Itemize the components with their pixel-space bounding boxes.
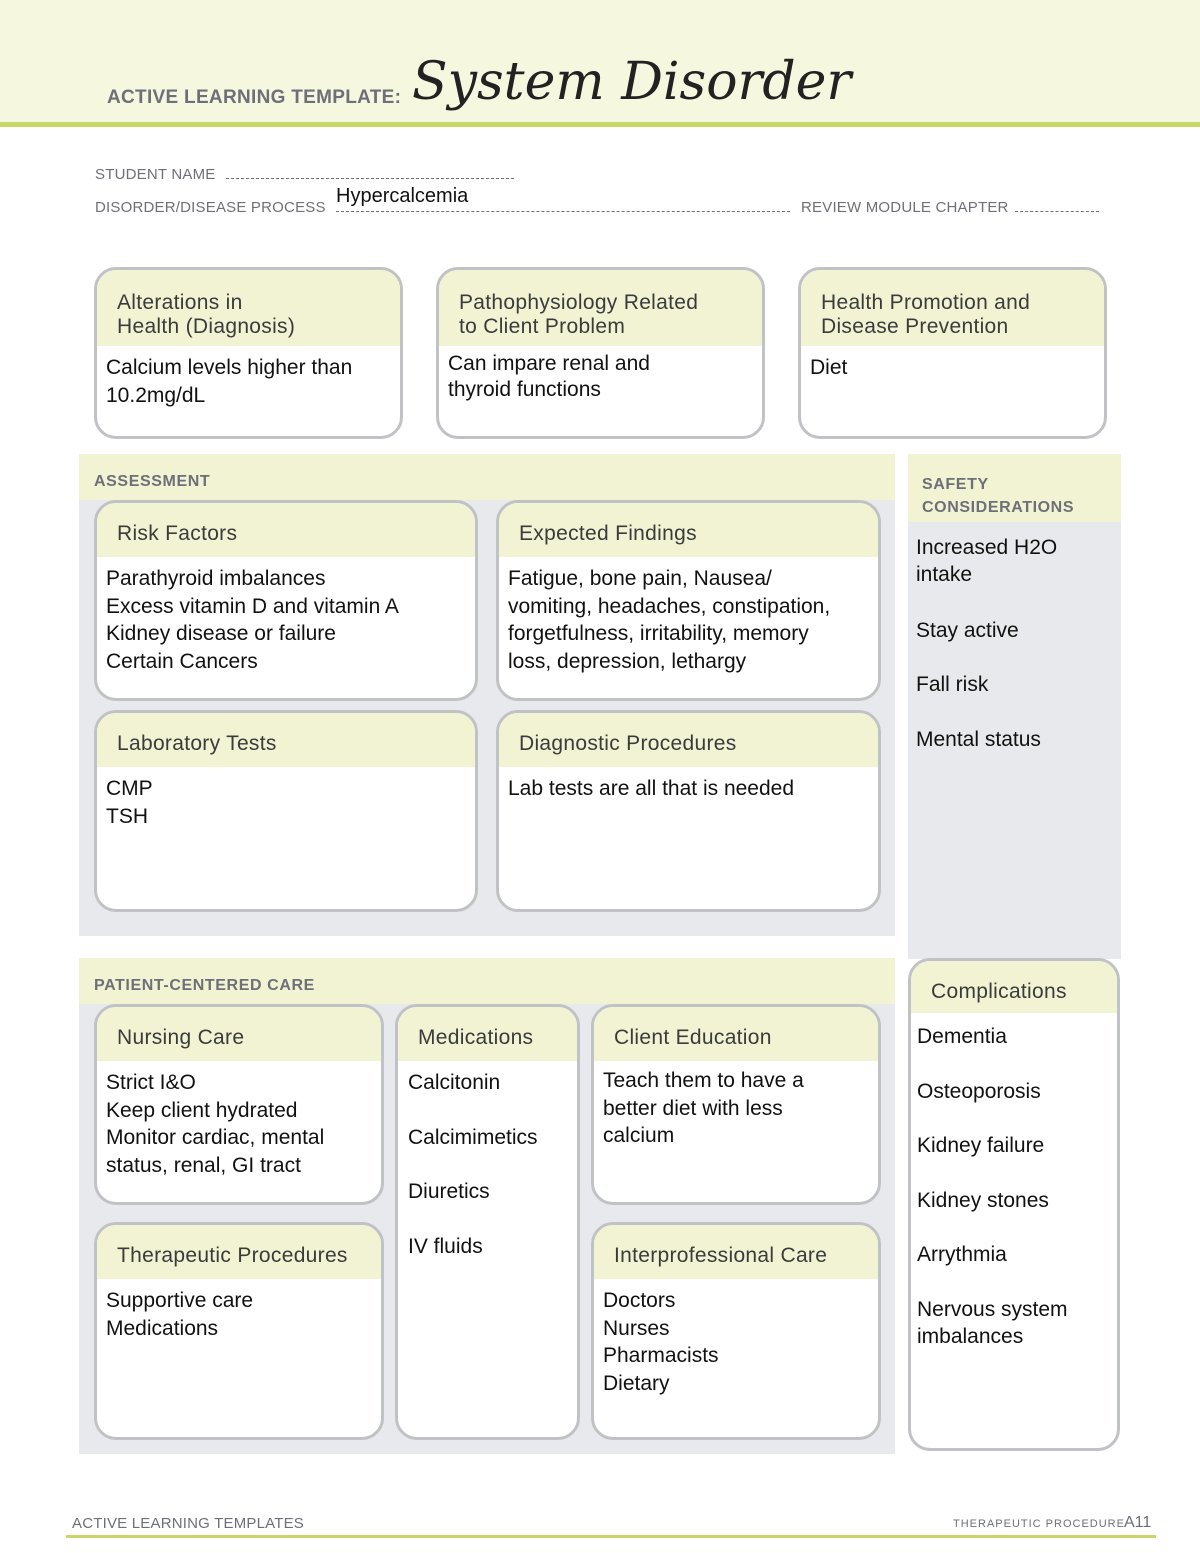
footer-left: ACTIVE LEARNING TEMPLATES <box>72 1515 304 1532</box>
therapeutic-procedures-title: Therapeutic Procedures <box>97 1225 381 1279</box>
review-field[interactable] <box>1015 198 1099 212</box>
complication-item: Dementia <box>917 1025 1007 1048</box>
complications-card <box>908 958 1120 1451</box>
complications-title: Complications <box>911 961 1117 1013</box>
laboratory-tests-card <box>94 710 478 912</box>
header-rule <box>0 122 1200 127</box>
disorder-label: DISORDER/DISEASE PROCESS <box>95 199 326 216</box>
complication-item: Nervous system imbalances <box>917 1297 1068 1348</box>
medications-title: Medications <box>398 1007 577 1061</box>
diagnostic-procedures-title: Diagnostic Procedures <box>499 713 878 767</box>
diagnostic-procedures-card <box>496 710 881 912</box>
page-title: System Disorder <box>412 52 852 112</box>
interprofessional-care-card <box>591 1222 881 1440</box>
safety-label: SAFETY CONSIDERATIONS <box>922 476 1075 516</box>
expected-findings-title: Expected Findings <box>499 503 878 557</box>
expected-findings-card <box>496 500 881 701</box>
expected-findings-body: Fatigue, bone pain, Nausea/ vomiting, headaches, constipation, forgetfulness, irritability, memory loss, depression, lethargy <box>508 567 831 673</box>
complication-item: Kidney failure <box>917 1134 1045 1157</box>
alterations-card <box>94 267 403 439</box>
risk-factors-card <box>94 500 478 701</box>
assessment-label: ASSESSMENT <box>94 473 211 490</box>
safety-item-4: Mental status <box>916 728 1041 751</box>
student-name-row <box>95 165 514 183</box>
client-education-card <box>591 1004 881 1205</box>
safety-item-1: Increased H2O intake <box>916 536 1058 586</box>
review-row <box>801 198 1099 216</box>
therapeutic-procedures-body: Supportive care Medications <box>106 1289 254 1340</box>
disorder-value: Hypercalcemia <box>336 185 469 207</box>
risk-factors-body: Parathyroid imbalances Excess vitamin D and vitamin A Kidney disease or failure Certain Cancers <box>106 567 399 673</box>
patient-care-label: PATIENT-CENTERED CARE <box>94 977 315 994</box>
laboratory-tests-title: Laboratory Tests <box>97 713 475 767</box>
complication-item: Arrythmia <box>917 1243 1007 1266</box>
student-name-label: STUDENT NAME <box>95 166 216 183</box>
client-education-title: Client Education <box>594 1007 878 1061</box>
pathophysiology-body: Can impare renal and thyroid functions <box>448 352 650 401</box>
nursing-care-card <box>94 1004 384 1205</box>
pathophysiology-card <box>436 267 765 439</box>
interprofessional-care-title: Interprofessional Care <box>594 1225 878 1279</box>
pathophysiology-title: Pathophysiology Related to Client Problem <box>439 270 762 346</box>
medication-item: Calcitonin <box>408 1071 501 1094</box>
safety-item-3: Fall risk <box>916 673 989 696</box>
safety-section <box>908 454 1121 959</box>
health-promotion-title: Health Promotion and Disease Prevention <box>801 270 1104 346</box>
medication-item: Diuretics <box>408 1180 490 1203</box>
medication-item: Calcimimetics <box>408 1125 538 1149</box>
interprofessional-care-body: Doctors Nurses Pharmacists Dietary <box>603 1289 719 1395</box>
health-promotion-body: Diet <box>810 356 848 379</box>
medication-item: IV fluids <box>408 1234 483 1258</box>
therapeutic-procedures-card <box>94 1222 384 1440</box>
review-label: REVIEW MODULE CHAPTER <box>801 199 1009 216</box>
alterations-body: Calcium levels higher than 10.2mg/dL <box>106 356 353 407</box>
health-promotion-card <box>798 267 1107 439</box>
student-name-field[interactable] <box>226 165 514 179</box>
medications-card <box>395 1004 580 1440</box>
nursing-care-body: Strict I&O Keep client hydrated Monitor cardiac, mental status, renal, GI tract <box>106 1071 325 1177</box>
page-number: A11 <box>1124 1514 1152 1531</box>
template-label: ACTIVE LEARNING TEMPLATE: <box>107 87 402 108</box>
laboratory-tests-body: CMP TSH <box>106 777 153 828</box>
footer-right: THERAPEUTIC PROCEDURE <box>953 1518 1125 1530</box>
footer-rule <box>66 1535 1156 1538</box>
complication-item: Osteoporosis <box>917 1079 1041 1103</box>
safety-item-2: Stay active <box>916 619 1019 642</box>
risk-factors-title: Risk Factors <box>97 503 475 557</box>
nursing-care-title: Nursing Care <box>97 1007 381 1061</box>
alterations-title: Alterations in Health (Diagnosis) <box>97 270 400 346</box>
complication-item: Kidney stones <box>917 1188 1049 1212</box>
diagnostic-procedures-body: Lab tests are all that is needed <box>508 777 795 800</box>
client-education-body: Teach them to have a better diet with less calcium <box>603 1069 804 1147</box>
